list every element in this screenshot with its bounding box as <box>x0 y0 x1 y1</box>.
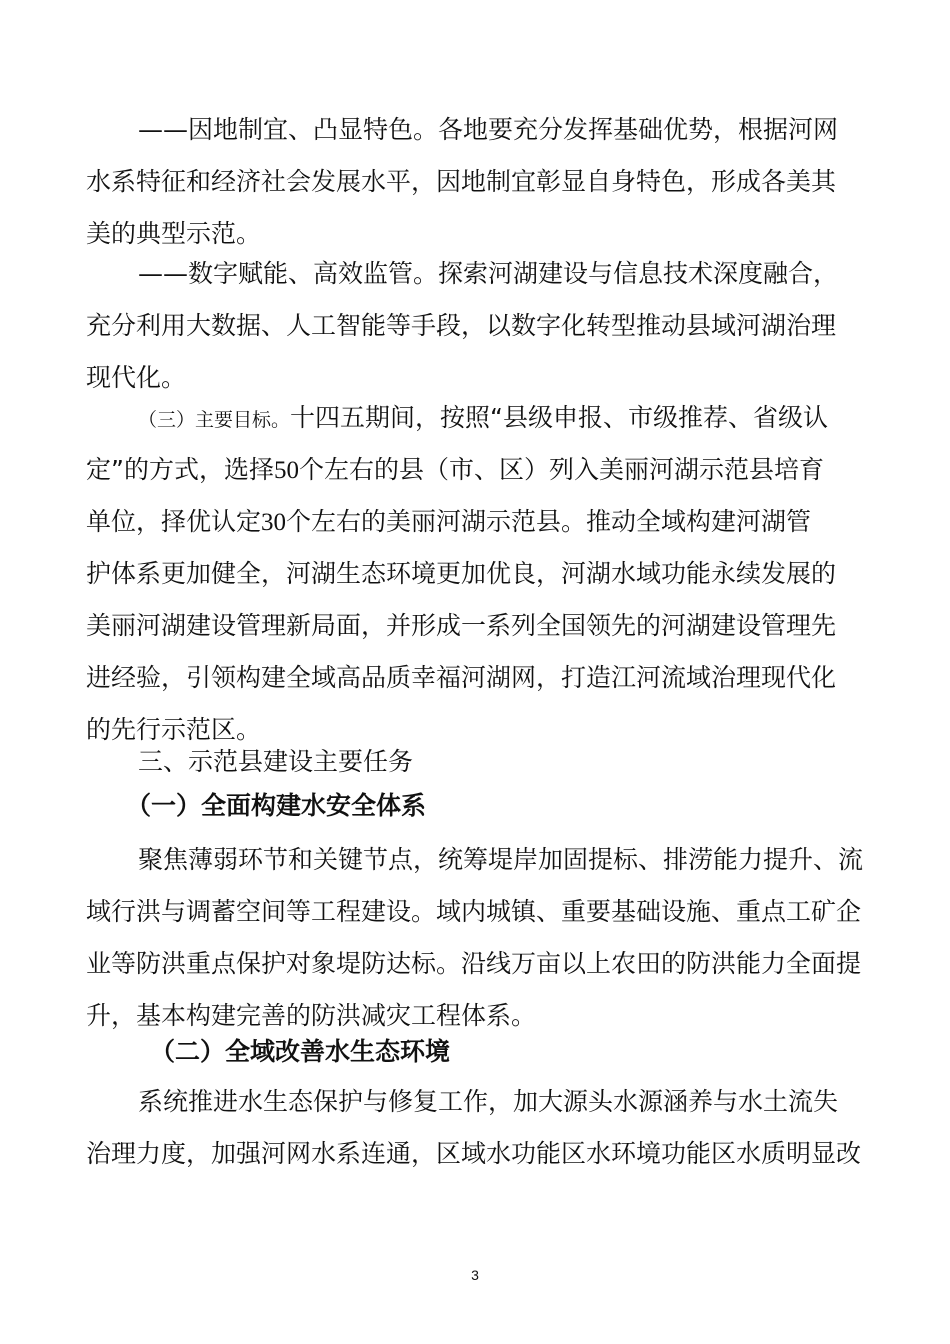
section-heading <box>86 742 876 782</box>
count-30: 30 <box>261 509 287 536</box>
text-line: 现代化。 <box>86 363 187 392</box>
count-50: 50 <box>273 457 299 484</box>
text-line: 域行洪与调蓄空间等工程建设。域内城镇、重要基础设施、重点工矿企 <box>86 897 862 926</box>
subsection-title: （一）全面构建水安全体系 <box>126 791 427 820</box>
text-line: 进经验，引领构建全域高品质幸福河湖网，打造江河流域治理现代化 <box>86 663 837 692</box>
text-line: 治理力度，加强河网水系连通，区域水功能区水环境功能区水质明显改 <box>86 1139 862 1168</box>
text-span: 个左右的县（市、区）列入美丽河湖示范县培育 <box>298 455 824 484</box>
text-line: 聚焦薄弱环节和关键节点，统筹堤岸加固提标、排涝能力提升、流 <box>138 845 864 874</box>
page-number: 3 <box>471 1267 479 1283</box>
subsection-heading-1 <box>86 784 876 828</box>
text-line: 业等防洪重点保护对象堤防达标。沿线万亩以上农田的防洪能力全面提 <box>86 949 862 978</box>
goals-text: 十四五期间，按照“县级申报、市级推荐、省级认 <box>290 403 828 432</box>
text-line <box>86 444 876 496</box>
paragraph-digital-empowerment <box>86 248 876 404</box>
paragraph-water-ecology <box>86 1076 876 1180</box>
text-line <box>86 392 876 444</box>
subsection-title: （二）全域改善水生态环境 <box>150 1037 451 1066</box>
text-span: 定”的方式，选择 <box>86 455 274 484</box>
text-span: 单位，择优认定 <box>86 507 262 536</box>
text-line: 的先行示范区。 <box>86 715 262 744</box>
paragraph-water-safety <box>86 834 876 1042</box>
text-line: 美丽河湖建设管理新局面，并形成一系列全国领先的河湖建设管理先 <box>86 611 837 640</box>
text-line: 系统推进水生态保护与修复工作，加大源头水源涵养与水土流失 <box>138 1087 839 1116</box>
text-span: 个左右的美丽河湖示范县。推动全域构建河湖管 <box>286 507 812 536</box>
subsection-heading-2 <box>86 1026 876 1078</box>
paragraph-main-goals <box>86 392 876 756</box>
text-line: ——数字赋能、高效监管。探索河湖建设与信息技术深度融合， <box>138 259 839 288</box>
goals-label: （三）主要目标。 <box>138 409 291 431</box>
text-line: 美的典型示范。 <box>86 219 262 248</box>
section-title: 三、示范县建设主要任务 <box>138 747 414 776</box>
text-line: 充分利用大数据、人工智能等手段，以数字化转型推动县域河湖治理 <box>86 311 837 340</box>
text-line: 升，基本构建完善的防洪减灾工程体系。 <box>86 1001 537 1030</box>
text-line: ——因地制宜、凸显特色。各地要充分发挥基础优势，根据河网 <box>138 115 839 144</box>
text-line: 护体系更加健全，河湖生态环境更加优良，河湖水域功能永续发展的 <box>86 559 837 588</box>
text-line: 水系特征和经济社会发展水平，因地制宜彰显自身特色，形成各美其 <box>86 167 837 196</box>
text-line <box>86 496 876 548</box>
paragraph-local-features <box>86 104 876 260</box>
